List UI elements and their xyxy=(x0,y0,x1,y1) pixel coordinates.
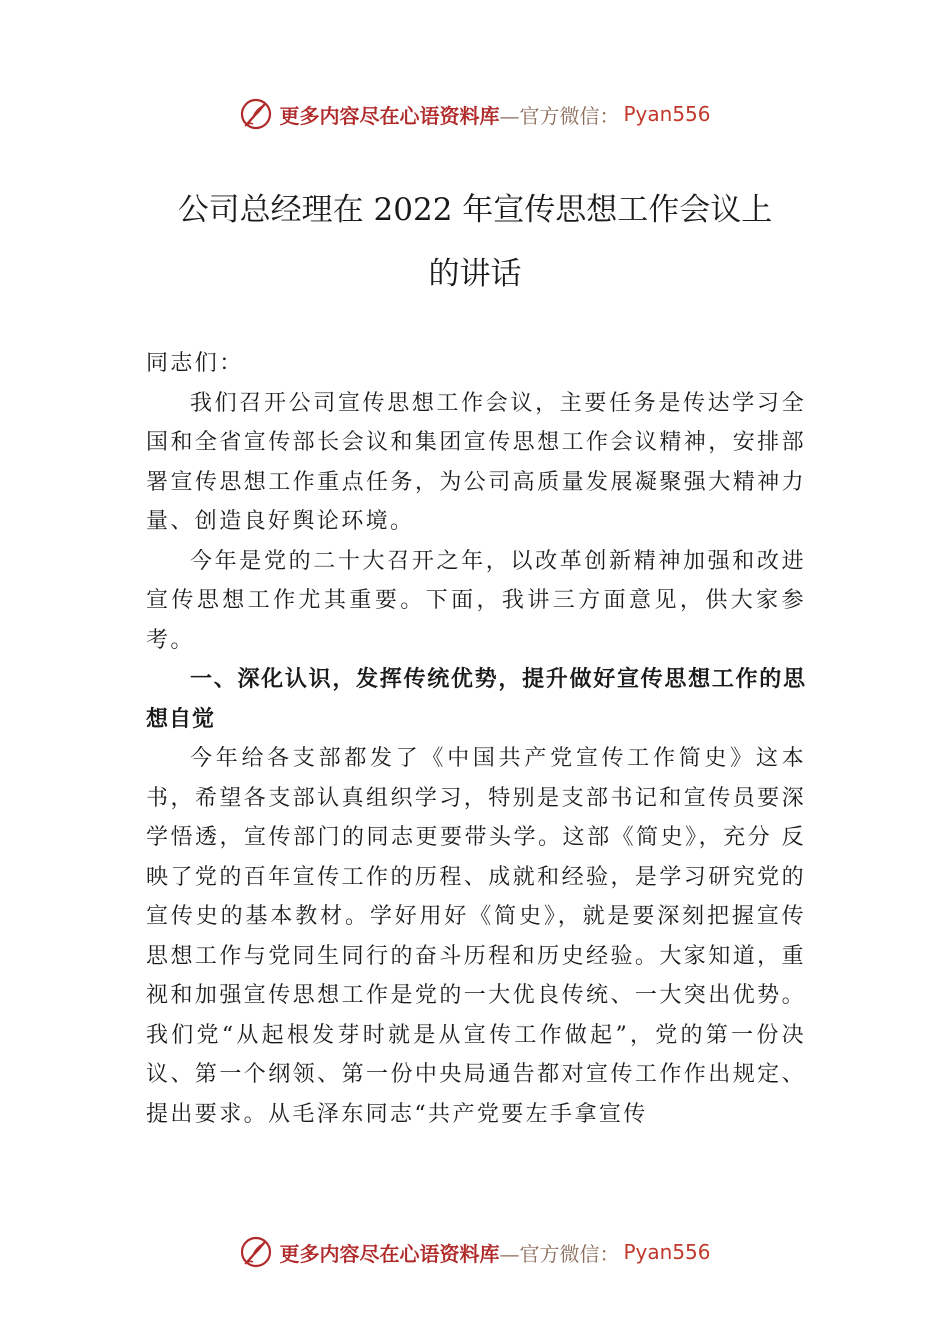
document-body xyxy=(146,344,806,1134)
banner-wechat-label: —官方微信： xyxy=(499,1241,620,1266)
body-paragraph-2: 今年是党的二十大召开之年，以改革创新精神加强和改进宣传思想工作尤其重要。下面，我讲三方面意见，供大家参考。 xyxy=(146,548,806,653)
document-title-line-2: 的讲话 xyxy=(428,256,522,292)
document-title-line-1: 公司总经理在 2022 年宣传思想工作会议上 xyxy=(177,192,773,228)
body-paragraph-1: 我们召开公司宣传思想工作会议，主要任务是传达学习全国和全省宣传部长会议和集团宣传思想工作会议精神，安排部署宣传思想工作重点任务，为公司高质量发展凝聚强大精神力量、创造良好舆论环境。 xyxy=(146,390,806,534)
header-watermark-banner xyxy=(0,94,950,134)
banner-wechat-id: Pyan556 xyxy=(623,102,711,126)
quill-logo-icon xyxy=(239,1235,273,1269)
body-paragraph-3: 今年给各支部都发了《中国共产党宣传工作简史》这本书，希望各支部认真组织学习，特别是支部书记和宣传员要深学悟透，宣传部门的同志更要带头学。这部《简史》，充分 反映了党的百年宣传工作的历程、成就和经验，是学习研究党的宣传史的基本教材。学好用好《简史》，就是要深刻把握宣传思想工作与党同生同行的奋斗历程和历史经验。大家知道，重视和加强宣传思想工作是党的一大优良传统、一大突出优势。我们党“从起根发芽时就是从宣传工作做起”，党的第一份决议、第一个纲领、第一份中央局通告都对宣传工作作出规定、提出要求。从毛泽东同志“共产党要左手拿宣传 xyxy=(146,746,806,1127)
quill-logo-icon xyxy=(239,97,273,131)
salutation: 同志们： xyxy=(146,351,244,376)
section-heading-1: 一、深化认识，发挥传统优势，提升做好宣传思想工作的思想自觉 xyxy=(146,667,806,732)
banner-brand-text: 更多内容尽在心语资料库 xyxy=(279,1241,500,1266)
banner-wechat-label: —官方微信： xyxy=(499,103,620,128)
footer-watermark-banner xyxy=(0,1232,950,1272)
banner-brand-text: 更多内容尽在心语资料库 xyxy=(279,103,500,128)
banner-wechat-id: Pyan556 xyxy=(623,1240,711,1264)
document-title xyxy=(120,178,830,306)
